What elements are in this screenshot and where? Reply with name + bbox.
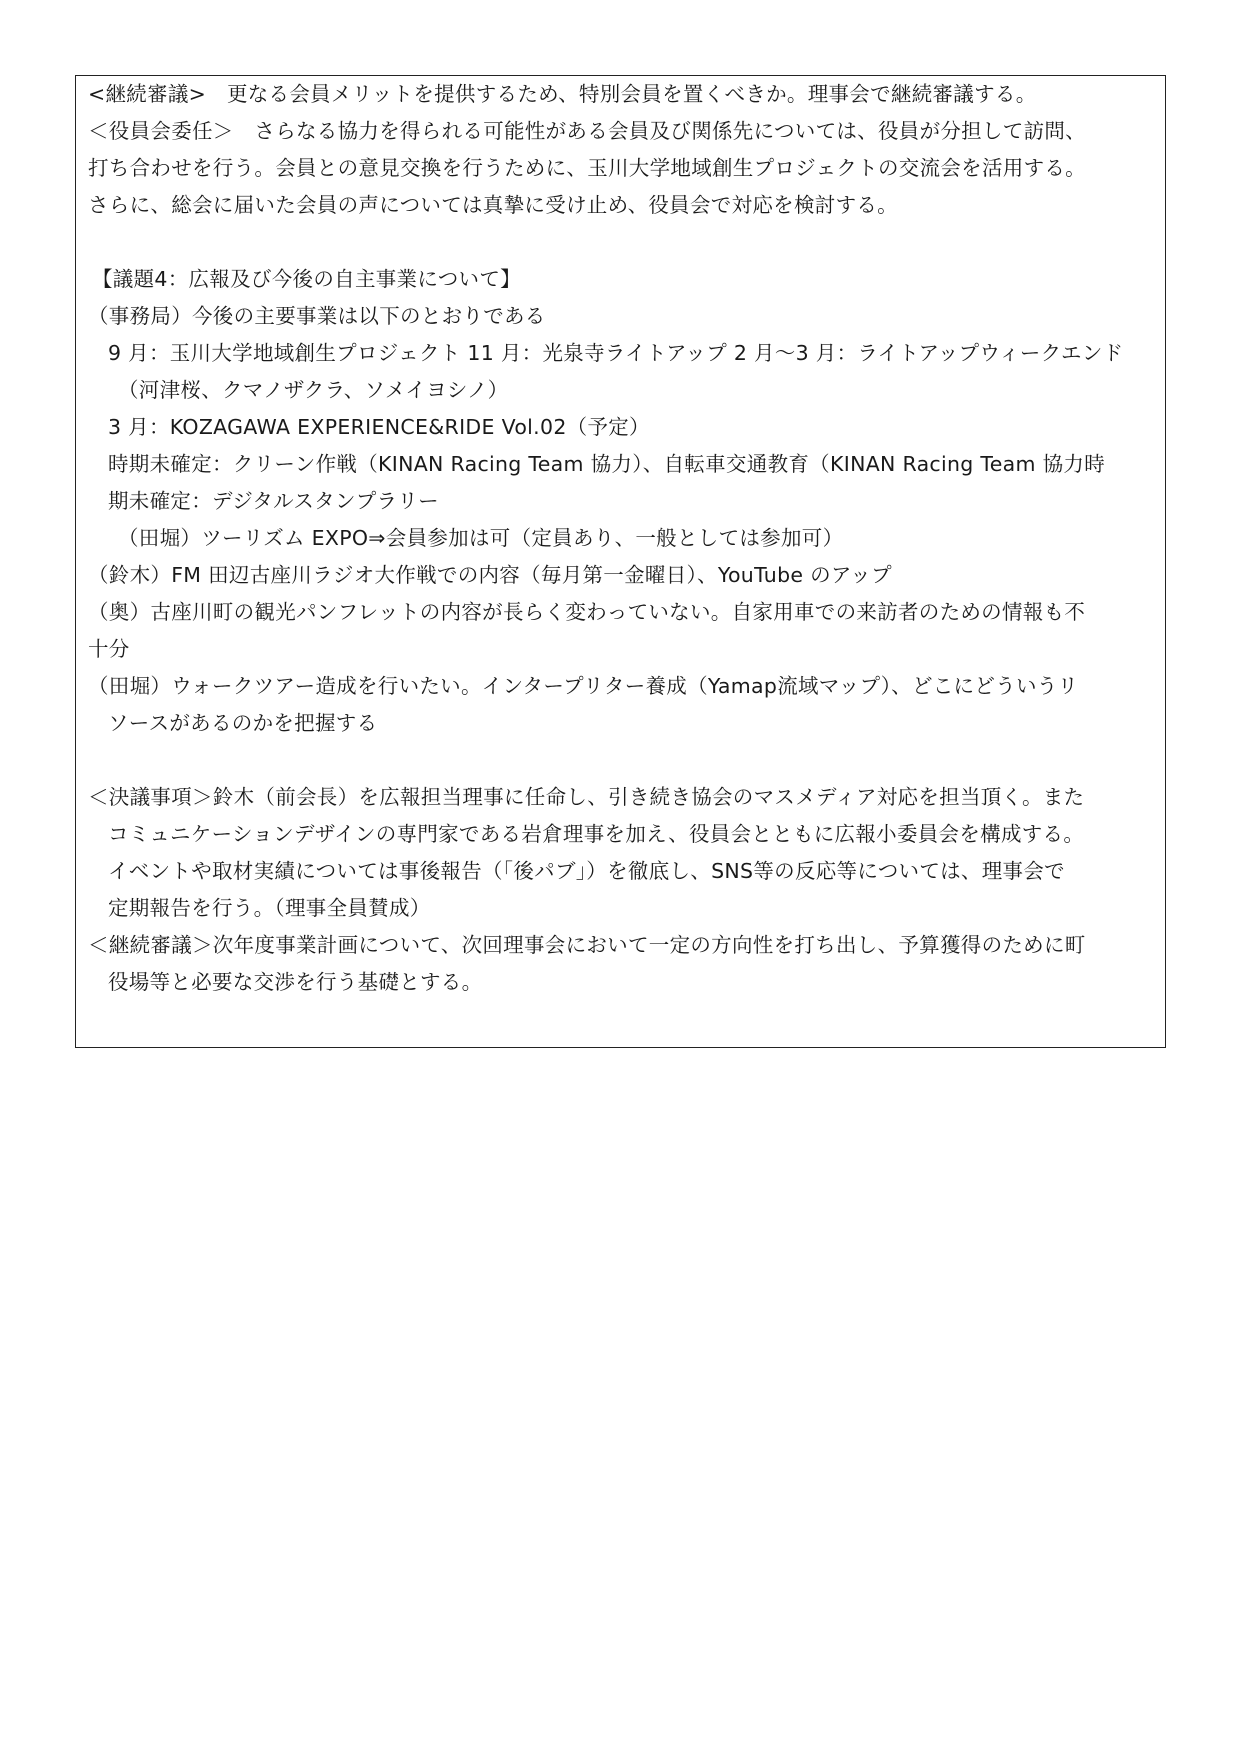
text-line-resolution-2: コミュニケーションデザインの専門家である岩倉理事を加え、役員会とともに広報小委員会を構成する。 [108, 822, 1085, 846]
text-line-schedule-3: 3 月：KOZAGAWA EXPERIENCE&RIDE Vol.02（予定） [108, 415, 650, 439]
text-line-schedule-4: 時期未確定：クリーン作戦（KINAN Racing Team 協力）、自転車交通教育（KINAN Racing Team 協力時 [108, 452, 1106, 476]
text-line-oku-2: 十分 [88, 637, 130, 661]
text-line-continued-review-1: <継続審議> 更なる会員メリットを提供するため、特別会員を置くべきか。理事会で継続審議する。 [88, 82, 1037, 106]
text-line-schedule-2: （河津桜、クマノザクラ、ソメイヨシノ） [118, 378, 509, 402]
text-line-schedule-5: 期未確定：デジタルスタンプラリー [108, 489, 439, 513]
text-line-oku-1: （奥）古座川町の観光パンフレットの内容が長らく変わっていない。自家用車での来訪者のための情報も不 [88, 600, 1086, 624]
text-line-tabori-1: （田堀）ツーリズム EXPO⇒会員参加は可（定員あり、一般としては参加可） [118, 526, 844, 550]
text-line-board-delegation-3: さらに、総会に届いた会員の声については真摯に受け止め、役員会で対応を検討する。 [88, 193, 898, 217]
text-line-board-delegation-1: ＜役員会委任＞ さらなる協力を得られる可能性がある会員及び関係先については、役員が分担して訪問、 [88, 119, 1086, 143]
text-line-continued-review-3: 役場等と必要な交渉を行う基礎とする。 [108, 970, 483, 994]
text-line-resolution-3: イベントや取材実績については事後報告（「後パブ」）を徹底し、SNS等の反応等については、理事会で [108, 859, 1065, 883]
text-line-continued-review-2: ＜継続審議＞次年度事業計画について、次回理事会において一定の方向性を打ち出し、予算獲得のために町 [88, 933, 1086, 957]
text-line-schedule-1: 9 月：玉川大学地域創生プロジェクト 11 月：光泉寺ライトアップ 2 月〜3 月：ライトアップウィークエンド [108, 341, 1124, 365]
text-line-board-delegation-2: 打ち合わせを行う。会員との意見交換を行うために、玉川大学地域創生プロジェクトの交流会を活用する。 [88, 156, 1086, 180]
text-line-suzuki: （鈴木）FM 田辺古座川ラジオ大作戦での内容（毎月第一金曜日）、YouTube のアップ [88, 563, 892, 587]
text-line-resolution-1: ＜決議事項＞鈴木（前会長）を広報担当理事に任命し、引き続き協会のマスメディア対応を担当頂く。また [88, 785, 1085, 809]
text-line-secretariat: （事務局）今後の主要事業は以下のとおりである [88, 304, 546, 328]
text-line-tabori-2: （田堀）ウォークツアー造成を行いたい。インタープリター養成（Yamap流域マップ）、どこにどういうリ [88, 674, 1079, 698]
text-line-resolution-4: 定期報告を行う。（理事全員賛成） [108, 896, 431, 920]
text-line-tabori-3: ソースがあるのかを把握する [108, 711, 378, 735]
agenda-heading: 【議題4：広報及び今後の自主事業について】 [92, 267, 521, 291]
